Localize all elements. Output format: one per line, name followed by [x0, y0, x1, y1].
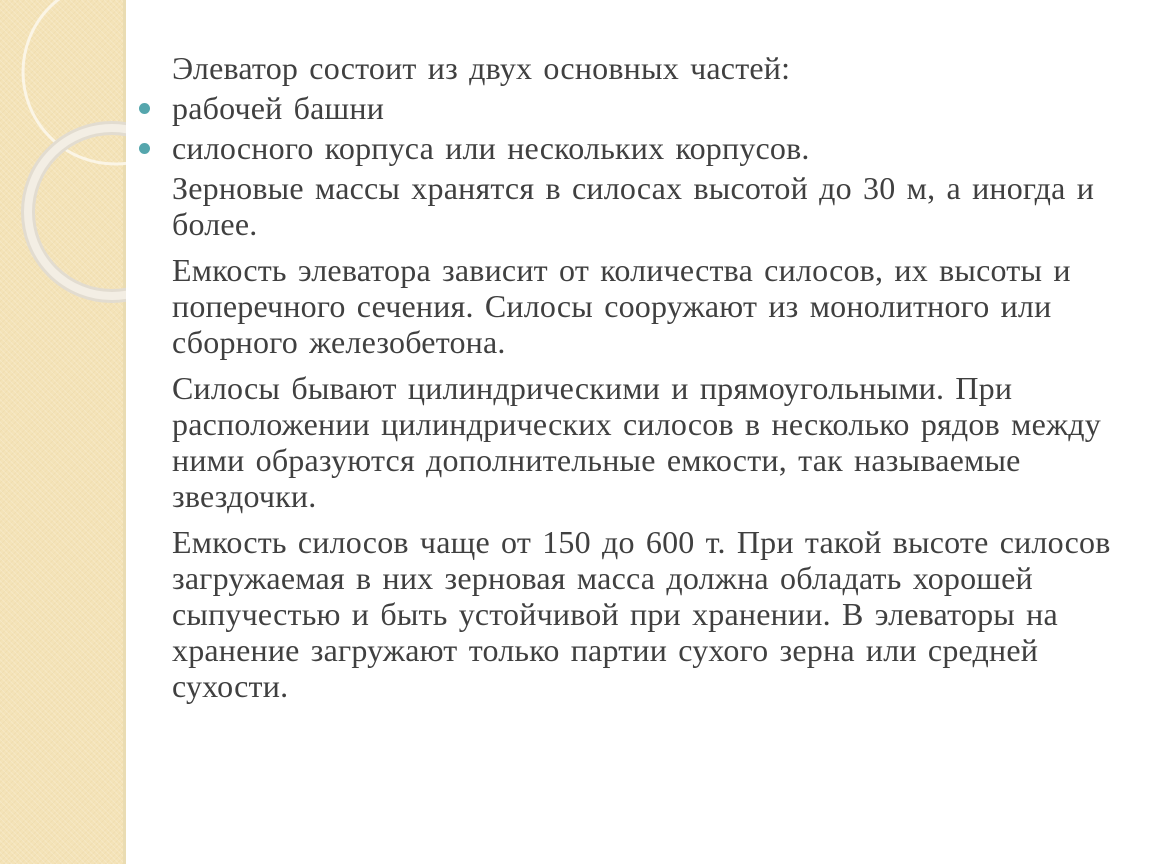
intro-text: Элеватор состоит из двух основных частей:: [172, 50, 791, 86]
intro-paragraph: [136, 50, 1116, 86]
bullet-text: силосного корпуса или нескольких корпусов.: [172, 130, 810, 166]
slide-content: [136, 50, 1116, 712]
paragraph-elevator-capacity: [136, 252, 1116, 360]
paragraph-text: Емкость элеватора зависит от количества силосов, их высоты и поперечного сечения. Силосы сооружают из монолитного или сборного железобетона.: [172, 252, 1071, 360]
paragraph-silo-height: [136, 170, 1116, 242]
bullet-item-silo-body: [136, 130, 1116, 166]
decorative-circles-icon: [0, 0, 126, 864]
decorative-side-band: [0, 0, 126, 864]
bullet-text: рабочей башни: [172, 90, 385, 126]
paragraph-silo-shapes: [136, 370, 1116, 514]
paragraph-text: Силосы бывают цилиндрическими и прямоугольными. При расположении цилиндрических силосов в несколько рядов между ними образуются дополнительные емкости, так называемые звездочки.: [172, 370, 1101, 514]
bullet-dot-icon: [139, 143, 150, 154]
paragraph-text: Зерновые массы хранятся в силосах высотой до 30 м, а иногда и более.: [172, 170, 1095, 242]
bullet-item-working-tower: [136, 90, 1116, 126]
paragraph-silo-capacity: [136, 524, 1116, 704]
paragraph-text: Емкость силосов чаще от 150 до 600 т. При такой высоте силосов загружаемая в них зерновая масса должна обладать хорошей сыпучестью и быть устойчивой при хранении. В элеваторы на хранение загружают только партии сухого зерна или средней сухости.: [172, 524, 1111, 704]
bullet-dot-icon: [139, 103, 150, 114]
